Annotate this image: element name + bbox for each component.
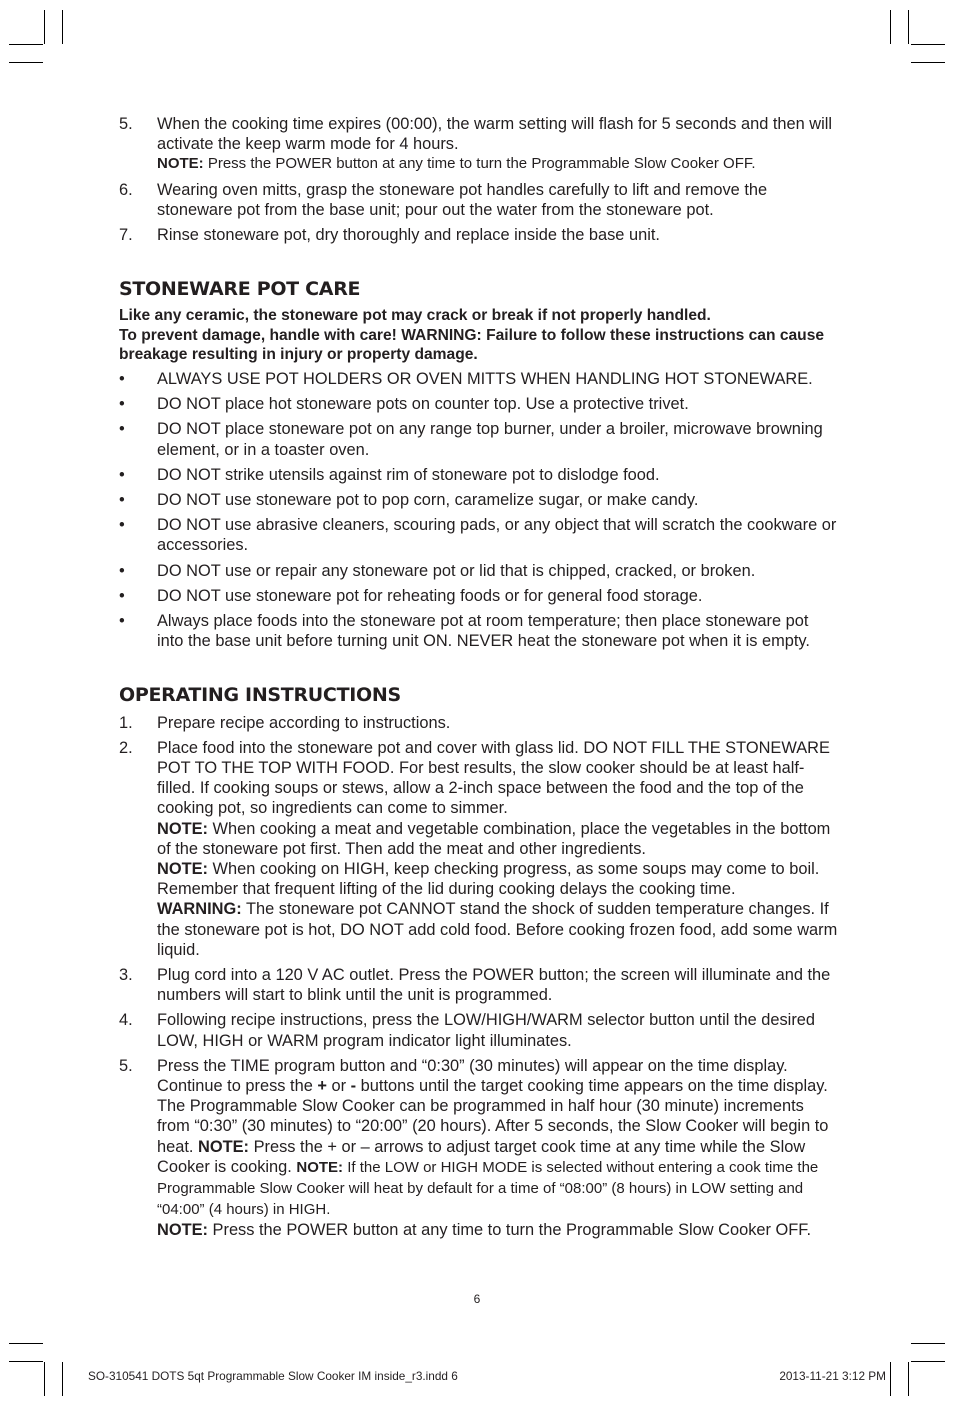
crop-mark — [908, 10, 909, 44]
list-item — [119, 1056, 839, 1241]
list-item — [119, 465, 839, 485]
plus-symbol: + — [317, 1077, 327, 1096]
care-text: DO NOT place hot stoneware pots on counter top. Use a protective trivet. — [157, 395, 689, 414]
warning-text: The stoneware pot CANNOT stand the shock of sudden temperature changes. If the stoneware pot is hot, DO NOT add cold food. Before cooking frozen food, add some warm liquid. — [157, 900, 838, 959]
bullet: • — [119, 490, 125, 509]
list-item — [119, 1010, 839, 1050]
list-item — [119, 561, 839, 581]
crop-mark — [44, 1362, 45, 1396]
list-item — [119, 965, 839, 1005]
section-heading-stoneware: STONEWARE POT CARE — [119, 278, 361, 301]
warning-label: WARNING: — [157, 900, 242, 919]
crop-mark — [890, 1362, 891, 1396]
intro-line: Like any ceramic, the stoneware pot may crack or break if not properly handled. — [119, 307, 711, 325]
or-text: or — [326, 1077, 351, 1096]
step-text: Plug cord into a 120 V AC outlet. Press the POWER button; the screen will illuminate and the numbers will start to blink until the unit is programmed. — [157, 966, 831, 1005]
print-slug-timestamp: 2013-11-21 3:12 PM — [779, 1369, 886, 1383]
list-item — [119, 738, 839, 960]
list-item — [119, 611, 839, 651]
list-number: 2. — [119, 738, 133, 757]
page-content — [119, 114, 839, 1246]
bullet: • — [119, 420, 125, 439]
step-text: Rinse stoneware pot, dry thoroughly and replace inside the base unit. — [157, 226, 660, 245]
step-text: Prepare recipe according to instructions. — [157, 713, 451, 732]
bullet: • — [119, 369, 125, 388]
note-text: If the LOW or HIGH MODE is selected without entering a cook time the Programmable Slow Cooker will heat by default for a time of “08:00” (8 hours) in LOW setting and “04:00” (4 hours) in HIGH. — [157, 1158, 819, 1219]
bullet: • — [119, 465, 125, 484]
list-item — [119, 180, 839, 220]
crop-mark — [9, 1361, 43, 1362]
list-item — [119, 369, 839, 389]
list-number: 5. — [119, 1056, 133, 1075]
crop-mark — [911, 62, 945, 63]
crop-mark — [890, 10, 891, 44]
list-item — [119, 490, 839, 510]
crop-mark — [908, 1362, 909, 1396]
note-text: When cooking a meat and vegetable combination, place the vegetables in the bottom of the stoneware pot first. Then add the meat and other ingredients. — [157, 819, 831, 858]
stoneware-intro — [119, 306, 839, 365]
list-number: 5. — [119, 115, 133, 133]
care-text: DO NOT use abrasive cleaners, scouring pads, or any object that will scratch the cookware or accessories. — [157, 516, 837, 555]
cleaning-steps-list — [119, 114, 839, 245]
care-text: DO NOT use stoneware pot to pop corn, caramelize sugar, or make candy. — [157, 490, 699, 509]
note-label: NOTE: — [157, 155, 204, 173]
step-text: buttons until the target cooking time appears on the time display. The Programmable Slow Cooker can be programmed in half hour (30 minute) increments from “0:30” (30 minutes) to “20:00” (20 hours). After 5 seconds, the Slow Cooker will begin to heat. — [157, 1077, 829, 1156]
print-slug-filename: SO-310541 DOTS 5qt Programmable Slow Cooker IM inside_r3.indd 6 — [88, 1369, 458, 1383]
warning-text: Failure to follow these instructions can cause breakage resulting in injury or property damage. — [119, 326, 825, 364]
care-text: DO NOT place stoneware pot on any range top burner, under a broiler, microwave browning element, or in a toaster oven. — [157, 420, 823, 459]
warning-label: To prevent damage, handle with care! WARNING: — [119, 326, 482, 344]
list-item — [119, 225, 839, 245]
operating-steps-list — [119, 713, 839, 1241]
crop-mark — [9, 44, 43, 45]
list-item — [119, 114, 839, 175]
care-text: DO NOT use or repair any stoneware pot or lid that is chipped, cracked, or broken. — [157, 561, 756, 580]
list-number: 1. — [119, 713, 133, 732]
step-text: Following recipe instructions, press the LOW/HIGH/WARM selector button until the desired LOW, HIGH or WARM program indicator light illuminates. — [157, 1011, 816, 1050]
step-text: When the cooking time expires (00:00), the warm setting will flash for 5 seconds and then will activate the keep warm mode for 4 hours. — [157, 115, 833, 154]
bullet: • — [119, 586, 125, 605]
stoneware-care-list — [119, 369, 839, 651]
bullet: • — [119, 611, 125, 630]
note-label: NOTE: — [157, 819, 208, 838]
minus-symbol: - — [350, 1077, 357, 1096]
list-number: 4. — [119, 1011, 133, 1030]
section-heading-operating: OPERATING INSTRUCTIONS — [119, 684, 401, 707]
care-text: DO NOT strike utensils against rim of stoneware pot to dislodge food. — [157, 465, 660, 484]
crop-mark — [44, 10, 45, 44]
crop-mark — [911, 1343, 945, 1344]
note-text: When cooking on HIGH, keep checking progress, as some soups may come to boil. Remember that frequent lifting of the lid during cooking delays the cooking time. — [157, 859, 820, 899]
crop-mark — [911, 1361, 945, 1362]
crop-mark — [62, 1362, 63, 1396]
crop-mark — [9, 1343, 43, 1344]
note-text: Press the POWER button at any time to turn the Programmable Slow Cooker OFF. — [208, 1221, 812, 1240]
step-text: Place food into the stoneware pot and cover with glass lid. DO NOT FILL THE STONEWARE POT TO THE TOP WITH FOOD. For best results, the slow cooker should be at least half-filled. If cooking soups or stews, allow a 2-inch space between the food and the top of the cooking pot, so ingredients can come to simmer. — [157, 738, 830, 818]
list-item — [119, 586, 839, 606]
crop-mark — [9, 62, 43, 63]
note-label: NOTE: — [157, 859, 208, 878]
note-label: NOTE: — [157, 1221, 208, 1240]
crop-mark — [62, 10, 63, 44]
bullet: • — [119, 561, 125, 580]
crop-mark — [911, 44, 945, 45]
bullet: • — [119, 395, 125, 414]
list-item — [119, 394, 839, 414]
list-number: 3. — [119, 966, 133, 984]
note-label: NOTE: — [198, 1137, 250, 1156]
care-text: DO NOT use stoneware pot for reheating foods or for general food storage. — [157, 586, 703, 605]
bullet: • — [119, 516, 125, 535]
step-text: Press the TIME program button and “0:30” (30 minutes) will appear on the time display. Continue to press the — [157, 1056, 788, 1096]
list-item — [119, 713, 839, 733]
list-number: 6. — [119, 180, 133, 199]
step-text: Wearing oven mitts, grasp the stoneware pot handles carefully to lift and remove the stoneware pot from the base unit; pour out the water from the stoneware pot. — [157, 180, 768, 219]
note-text: Press the POWER button at any time to turn the Programmable Slow Cooker OFF. — [203, 155, 756, 173]
list-item — [119, 419, 839, 459]
page-number: 6 — [473, 1292, 481, 1306]
care-text: Always place foods into the stoneware pot at room temperature; then place stoneware pot into the base unit before turning unit ON. NEVER heat the stoneware pot when it is empty. — [157, 611, 810, 651]
note-text: Press the + or – arrows to adjust target cook time at any time while the Slow Cooker is cooking. — [157, 1137, 806, 1176]
list-number: 7. — [119, 226, 133, 245]
note-label: NOTE: — [296, 1158, 344, 1176]
care-text: ALWAYS USE POT HOLDERS OR OVEN MITTS WHEN HANDLING HOT STONEWARE. — [157, 369, 813, 388]
list-item — [119, 515, 839, 555]
